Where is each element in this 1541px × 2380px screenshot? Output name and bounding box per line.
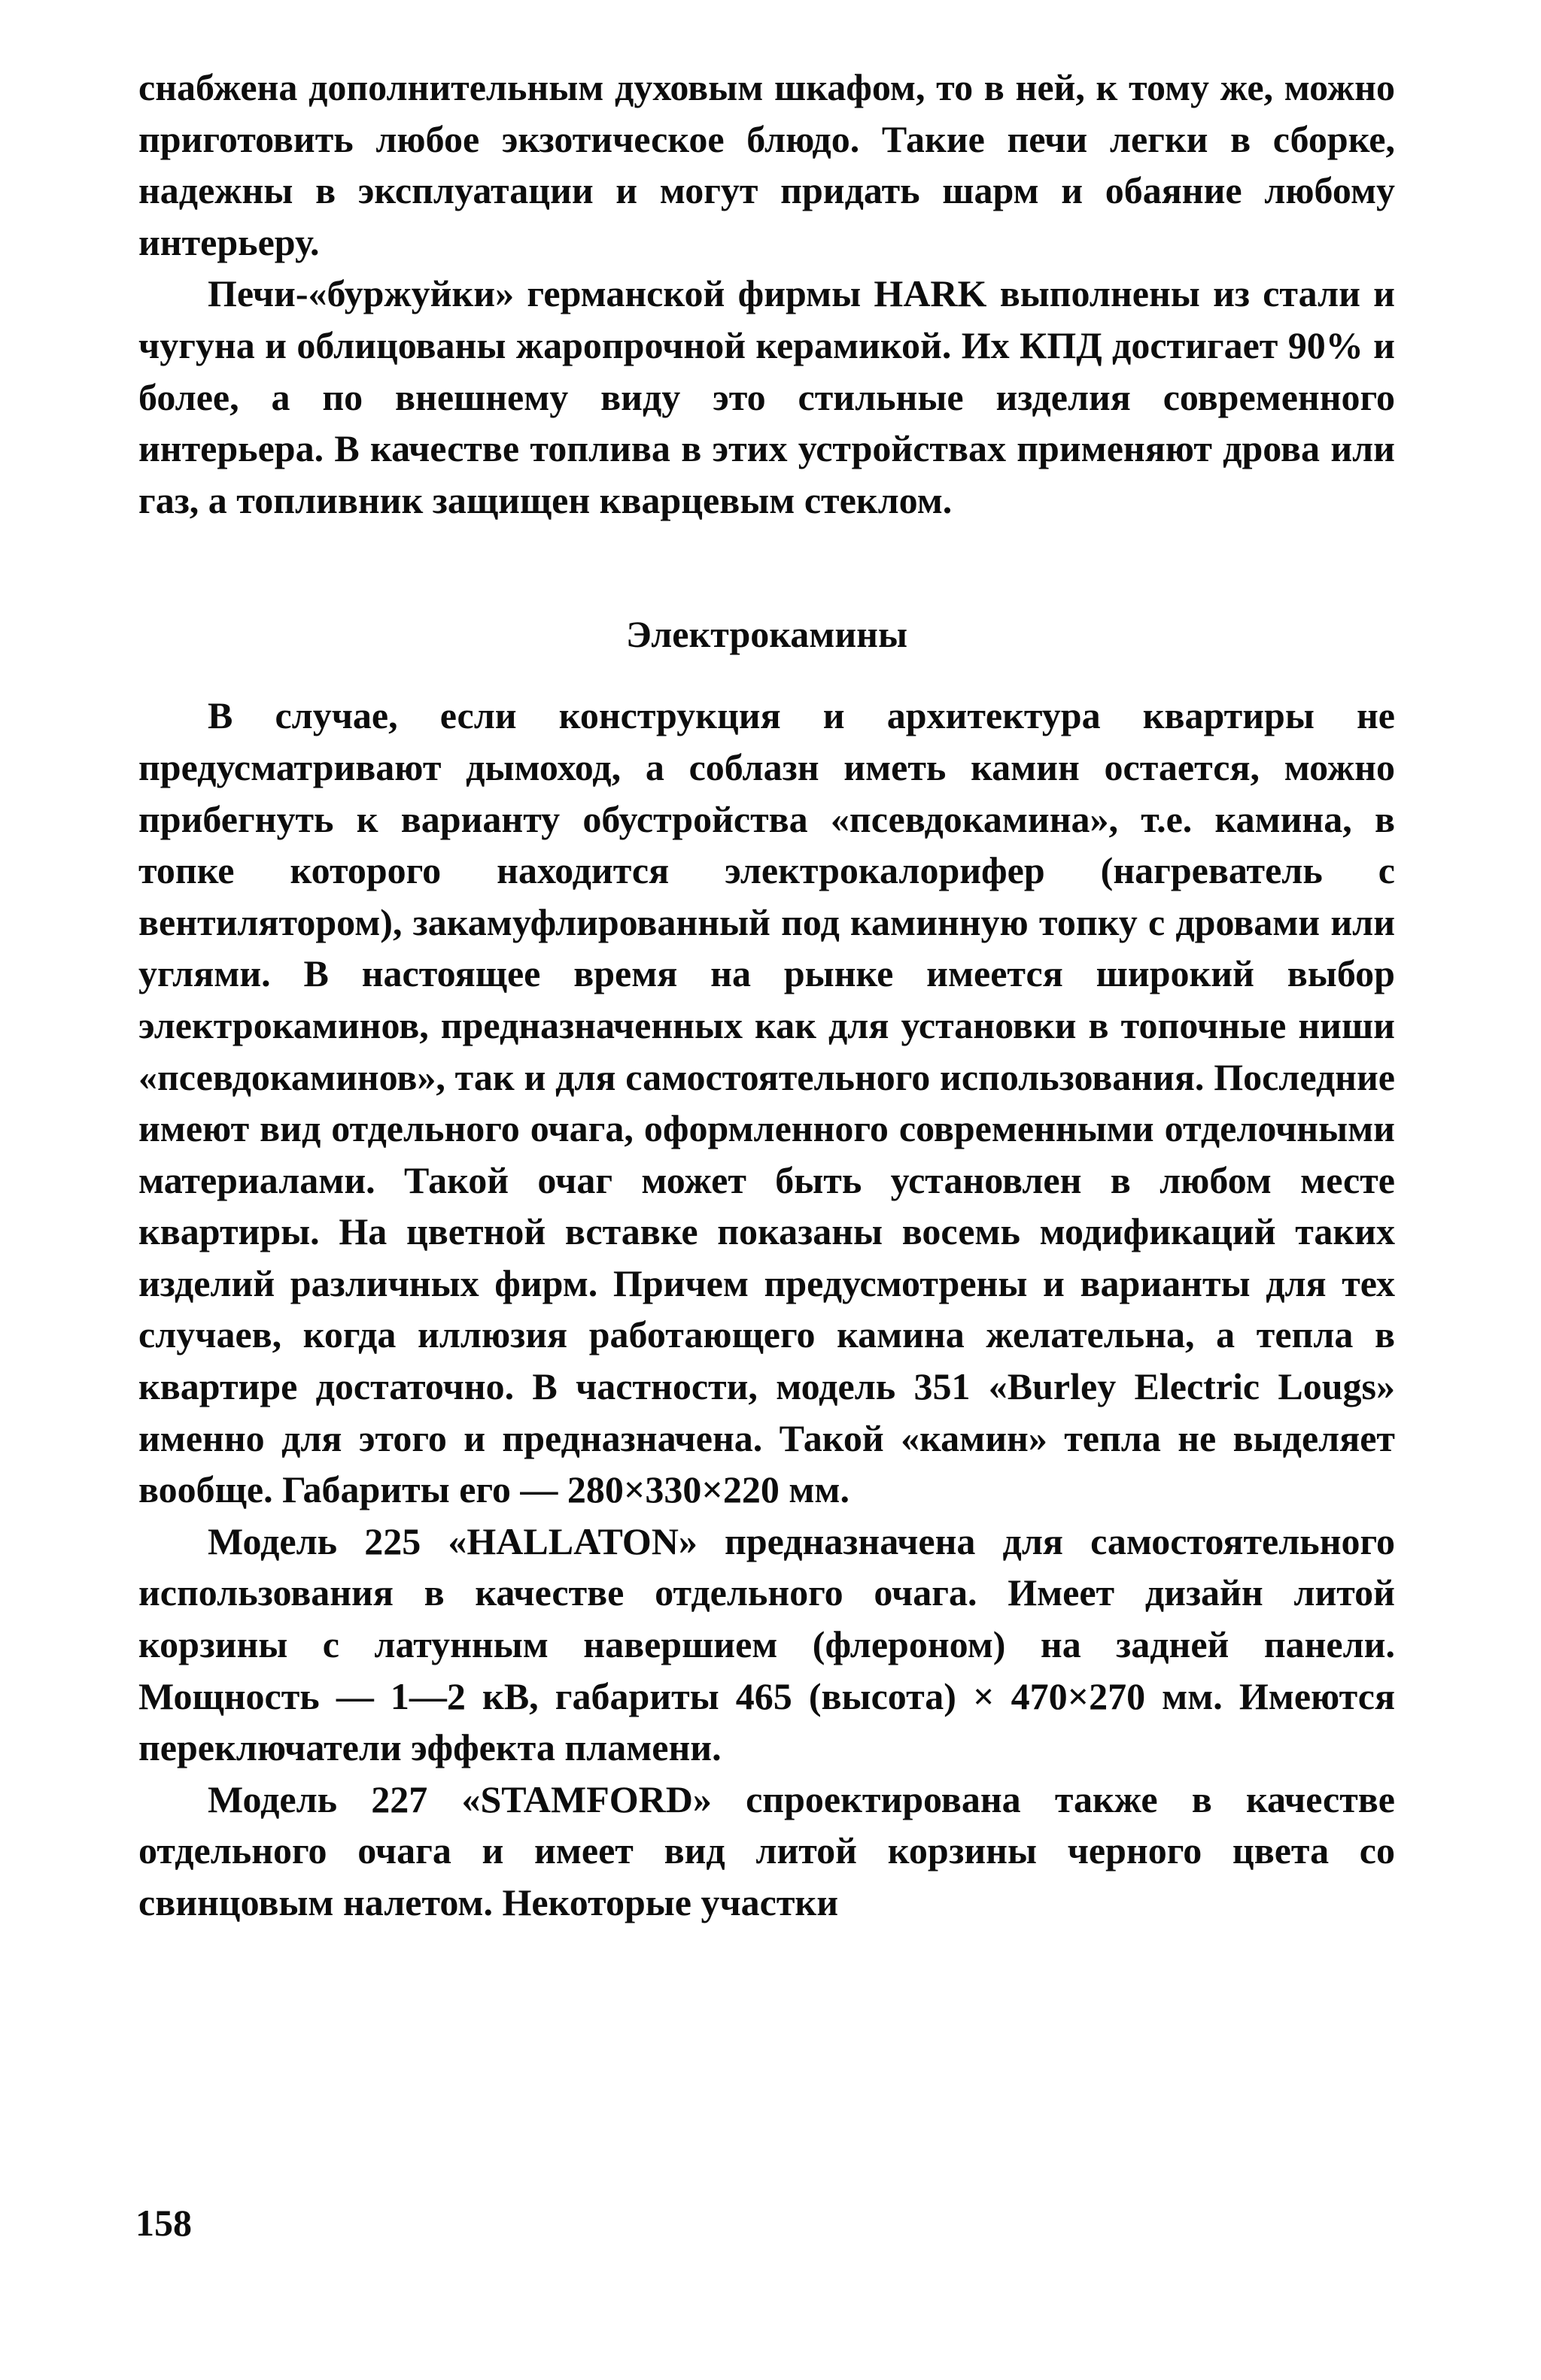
paragraph-hark-stoves: Печи-«буржуйки» германской фирмы HARK выполнены из стали и чугуна и облицованы жаропрочной керамикой. Их КПД достигает 90% и более, а по внешнему виду это стильные изделия современного интерьера. В качестве топлива в этих устройствах применяют дрова или газ, а топливник защищен кварцевым стеклом. bbox=[138, 272, 1395, 521]
page-number: 158 bbox=[135, 2202, 192, 2244]
paragraph-electric-fireplaces: В случае, если конструкция и архитектура квартиры не предусматривают дымоход, а соблазн иметь камин остается, можно прибегнуть к варианту обустройства «псевдокамина», т.е. камина, в топке которого находится электрокалорифер (нагреватель с вентилятором), закамуфлированный под каминную топку с дровами или углями. В настоящее время на рынке имеется широкий выбор электрокаминов, предназначенных как для установки в топочные ниши «псевдокаминов», так и для самостоятельного использования. Последние имеют вид отдельного очага, оформленного современными отделочными материалами. Такой очаг может быть установлен в любом месте квартиры. На цветной вставке показаны восемь модификаций таких изделий различных фирм. Причем предусмотрены и варианты для тех случаев, когда иллюзия работающего камина желательна, а тепла в квартире достаточно. В частности, модель 351 «Burley Electric Lougs» именно для этого и предназначена. Такой «камин» тепла не выделяет вообще. Габариты его — 280×330×220 мм. bbox=[138, 694, 1395, 1511]
paragraph-model-227: Модель 227 «STAMFORD» спроектирована также в качестве отдельного очага и имеет вид литой корзины черного цвета со свинцовым налетом. Некоторые участки bbox=[138, 1777, 1395, 1923]
section-title: Электрокамины bbox=[625, 613, 908, 656]
paragraph-intro: снабжена дополнительным духовым шкафом, то в ней, к тому же, можно приготовить любое экзотическое блюдо. Такие печи легки в сборке, надежны в эксплуатации и могут придать шарм и обаяние любому интерьеру. bbox=[138, 66, 1395, 263]
page-body bbox=[138, 62, 1395, 1929]
paragraph-model-225: Модель 225 «HALLATON» предназначена для самостоятельного использования в качестве отдельного очага. Имеет дизайн литой корзины с латунным навершием (флероном) на задней панели. Мощность — 1—2 кВ, габариты 465 (высота) × 470×270 мм. Имеются переключатели эффекта пламени. bbox=[138, 1519, 1395, 1769]
